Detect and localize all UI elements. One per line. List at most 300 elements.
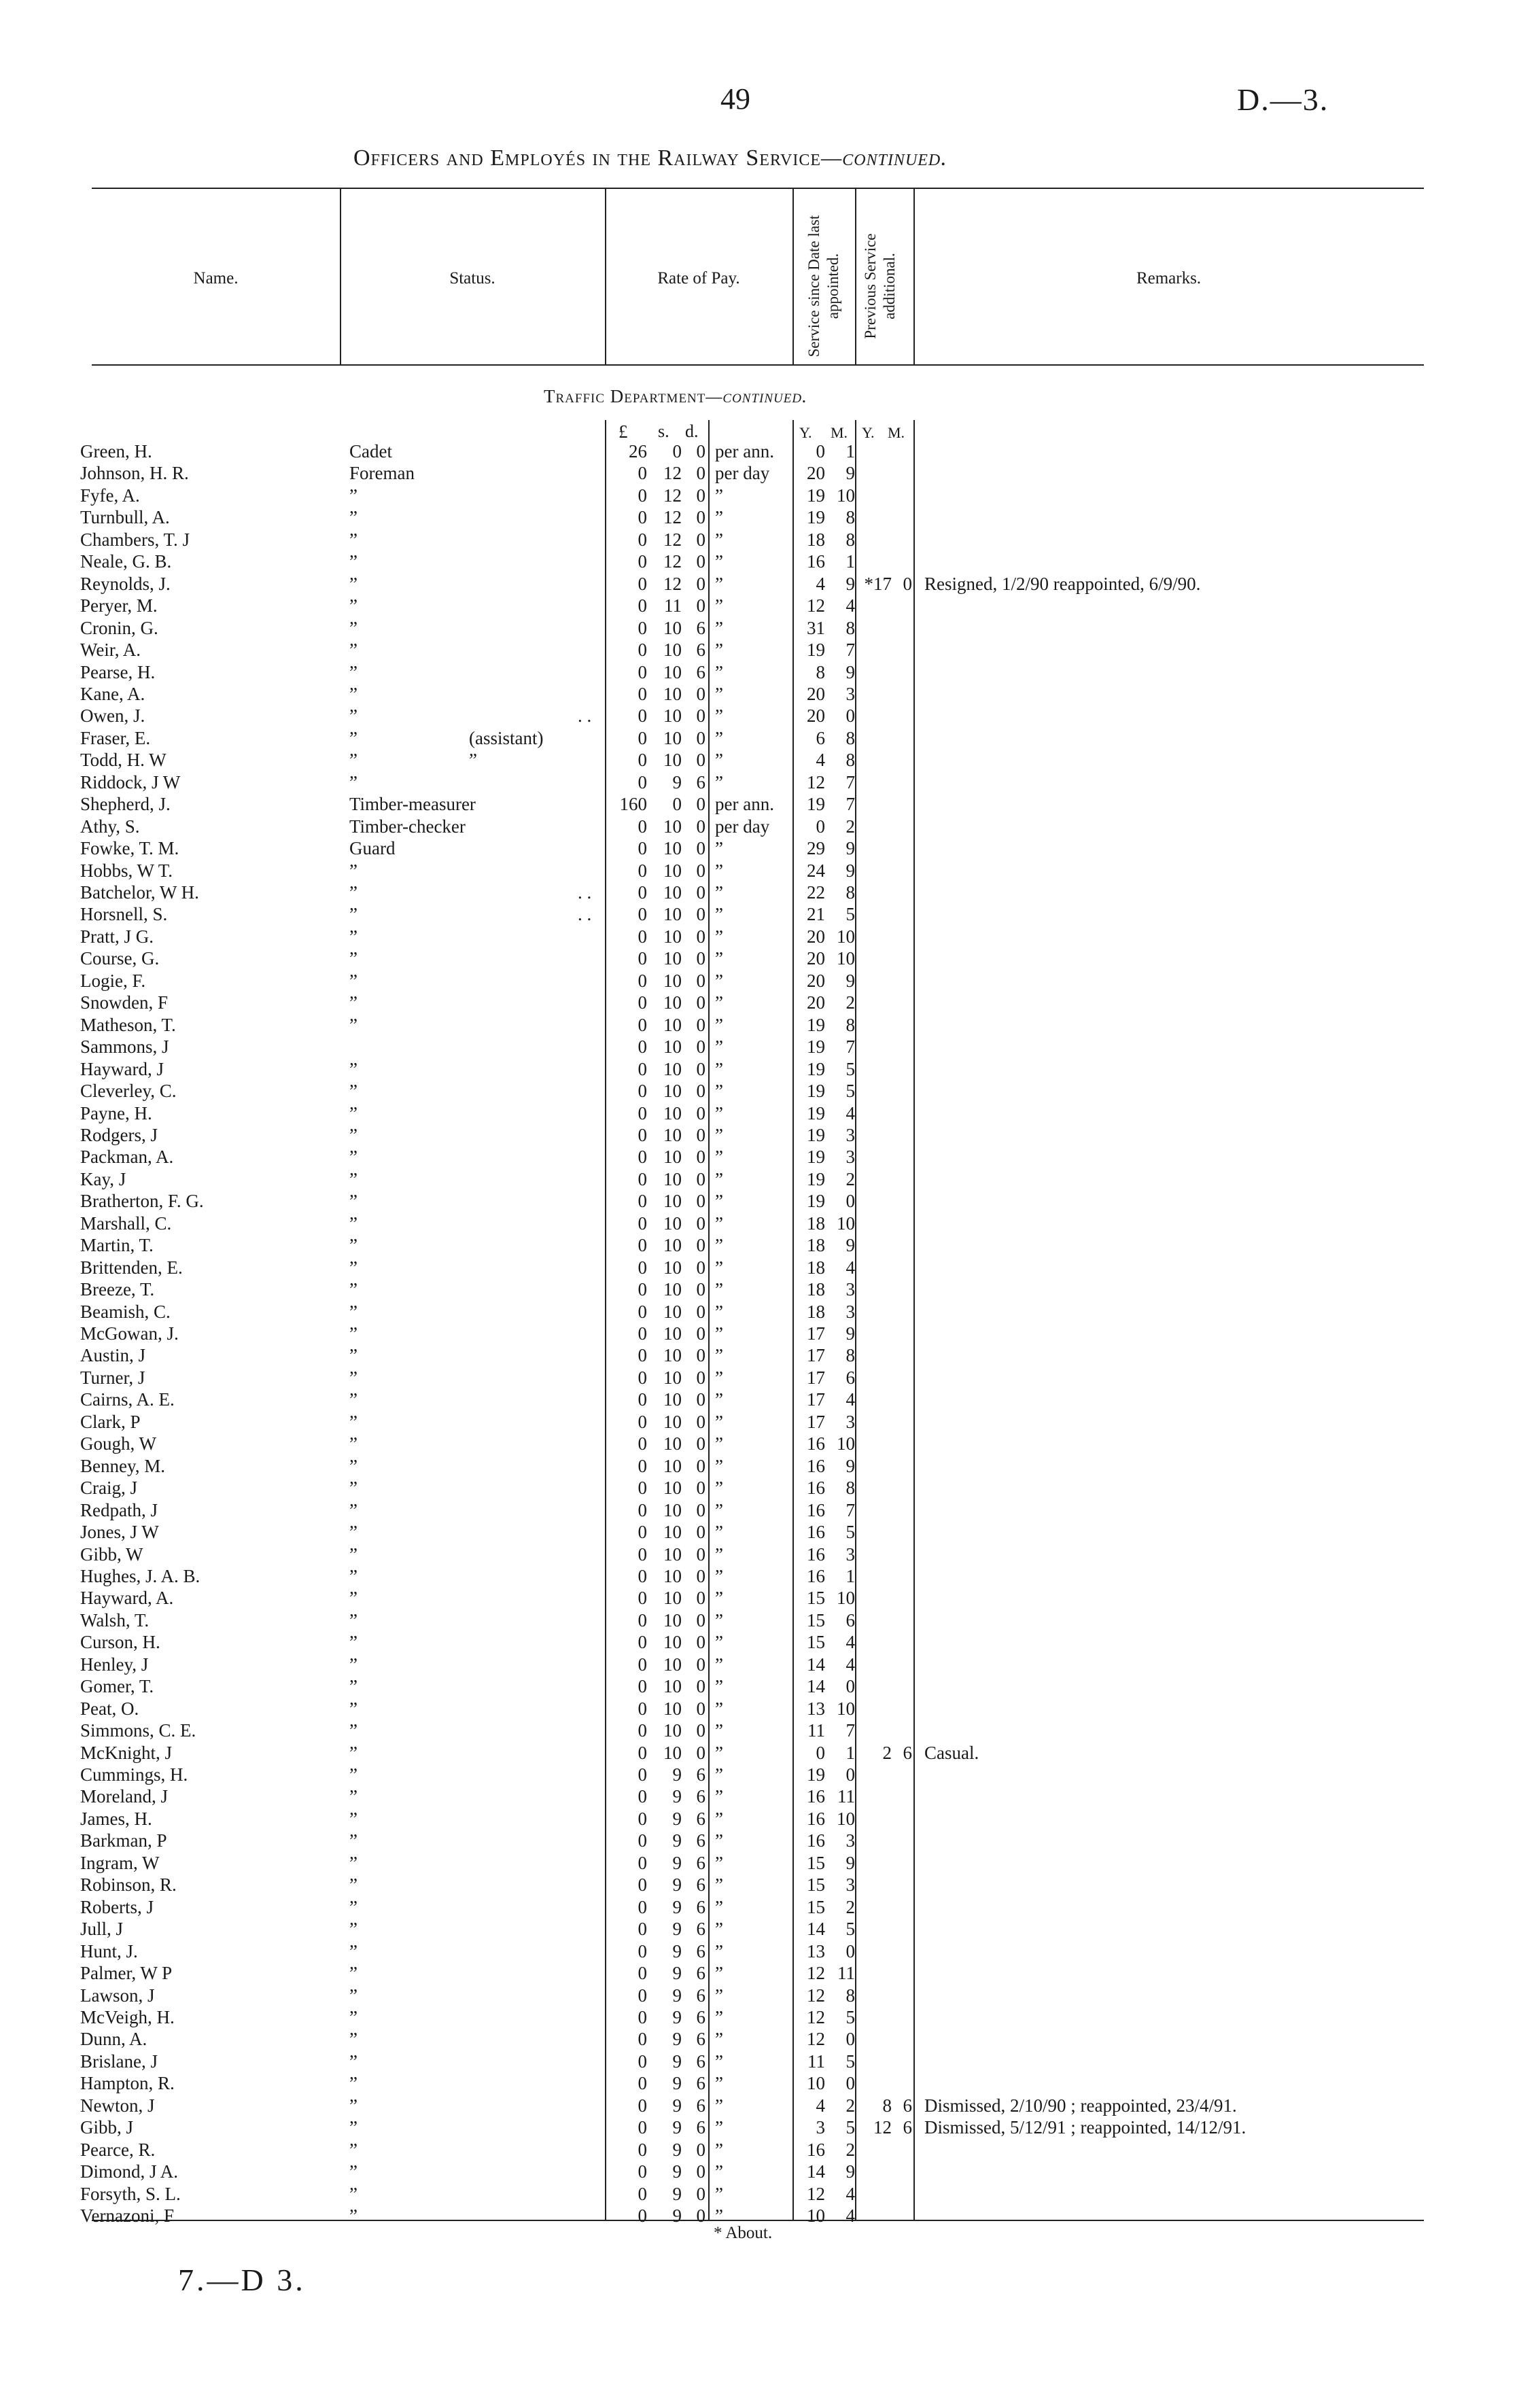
table-row: [0, 1609, 1517, 1631]
pay-pounds: 0: [638, 948, 647, 969]
service-years: 16: [807, 1808, 825, 1829]
pay-pence: 6: [696, 1896, 705, 1917]
employee-status: ”: [349, 1940, 358, 1961]
service-years: 20: [807, 992, 825, 1013]
employee-status: ”: [349, 1808, 358, 1829]
service-months: 0: [845, 1940, 855, 1961]
pay-shillings: 0: [672, 794, 682, 815]
employee-name: Cummings, H.: [80, 1764, 188, 1785]
table-row: [0, 1411, 1517, 1433]
service-years: 19: [807, 1191, 825, 1212]
employee-status: ”: [349, 1235, 358, 1256]
pay-pence: 0: [696, 794, 705, 815]
employee-name: Chambers, T. J: [80, 529, 190, 550]
service-months: 5: [845, 2051, 855, 2072]
service-months: 8: [845, 617, 855, 638]
header-rate-of-pay: Rate of Pay.: [657, 269, 740, 287]
employee-status: ”: [349, 551, 358, 572]
pay-period: ”: [715, 1808, 723, 1829]
service-years: 14: [807, 1676, 825, 1697]
pay-pence: 6: [696, 1874, 705, 1896]
page-title: [353, 145, 947, 171]
employee-status: ”: [349, 860, 358, 881]
table-row: [0, 2095, 1517, 2116]
pay-pence: 0: [696, 2183, 705, 2204]
leader-dots: . .: [578, 705, 592, 727]
service-months: 7: [845, 640, 855, 661]
unit-pence: d.: [685, 421, 699, 441]
pay-shillings: 10: [663, 1499, 682, 1520]
pay-pence: 0: [696, 838, 705, 859]
employee-name: Turnbull, A.: [80, 507, 170, 528]
pay-period: per day: [715, 463, 770, 484]
pay-pounds: 0: [638, 727, 647, 748]
pay-period: ”: [715, 1147, 723, 1168]
pay-pence: 0: [696, 1455, 705, 1476]
service-years: 8: [816, 661, 825, 682]
pay-period: ”: [715, 2139, 723, 2160]
employee-name: Batchelor, W H.: [80, 882, 199, 903]
employee-status: Foreman: [349, 463, 415, 484]
pay-pounds: 0: [638, 2117, 647, 2138]
pay-shillings: 10: [663, 1565, 682, 1586]
pay-pounds: 0: [638, 1124, 647, 1145]
header-previous-service: Previous Service additional.: [862, 233, 898, 339]
pay-period: ”: [715, 1940, 723, 1961]
employee-name: Fowke, T. M.: [80, 838, 179, 859]
service-months: 9: [845, 838, 855, 859]
service-years: 18: [807, 529, 825, 550]
table-row: [0, 1124, 1517, 1146]
table-row: [0, 2072, 1517, 2094]
service-months: 3: [845, 1124, 855, 1145]
previous-years: *17: [864, 573, 892, 594]
service-months: 7: [845, 1036, 855, 1058]
remarks: Resigned, 1/2/90 reappointed, 6/9/90.: [924, 573, 1201, 594]
employee-name: Austin, J: [80, 1345, 146, 1366]
pay-pounds: 0: [638, 705, 647, 727]
employee-name: Packman, A.: [80, 1147, 174, 1168]
pay-pounds: 0: [638, 1609, 647, 1630]
employee-status: ”: [349, 1742, 358, 1763]
pay-period: ”: [715, 595, 723, 616]
table-row: [0, 1014, 1517, 1036]
service-years: 12: [807, 2183, 825, 2204]
pay-pounds: 0: [638, 1147, 647, 1168]
table-row: [0, 926, 1517, 947]
service-months: 7: [845, 1720, 855, 1741]
pay-pounds: 0: [638, 1764, 647, 1785]
pay-pence: 0: [696, 1609, 705, 1630]
service-years: 4: [816, 573, 825, 594]
pay-shillings: 9: [672, 771, 682, 792]
service-years: 12: [807, 595, 825, 616]
service-months: 10: [837, 1808, 855, 1829]
service-months: 4: [845, 1654, 855, 1675]
print-code: 7.—D 3.: [178, 2263, 306, 2297]
table-row: [0, 860, 1517, 882]
previous-months: 6: [903, 2117, 912, 2138]
pay-pence: 0: [696, 2205, 705, 2226]
service-years: 18: [807, 1235, 825, 1256]
employee-name: Jull, J: [80, 1919, 124, 1940]
pay-period: ”: [715, 1543, 723, 1565]
table-row: [0, 749, 1517, 771]
pay-period: ”: [715, 2117, 723, 2138]
pay-pounds: 0: [638, 1963, 647, 1984]
service-months: 5: [845, 2117, 855, 2138]
pay-shillings: 10: [663, 904, 682, 925]
service-months: 4: [845, 595, 855, 616]
table-row: [0, 2028, 1517, 2050]
pay-shillings: 10: [663, 838, 682, 859]
previous-years: 12: [873, 2117, 892, 2138]
pay-pence: 0: [696, 1543, 705, 1565]
service-months: 10: [837, 1433, 855, 1454]
pay-pounds: 0: [638, 1632, 647, 1653]
pay-period: ”: [715, 1212, 723, 1234]
pay-pounds: 0: [638, 2051, 647, 2072]
employee-status: ”: [349, 1124, 358, 1145]
pay-shillings: 12: [663, 485, 682, 506]
service-years: 17: [807, 1389, 825, 1410]
service-years: 16: [807, 1786, 825, 1807]
table-row: [0, 1543, 1517, 1565]
employee-status: ”: [349, 683, 358, 704]
pay-period: ”: [715, 1786, 723, 1807]
pay-pence: 0: [696, 1345, 705, 1366]
remarks: Dismissed, 2/10/90 ; reappointed, 23/4/91.: [924, 2095, 1237, 2116]
employee-name: Craig, J: [80, 1478, 137, 1499]
pay-pounds: 0: [638, 683, 647, 704]
pay-shillings: 12: [663, 507, 682, 528]
employee-status: ”: [349, 1764, 358, 1785]
table-row: [0, 2183, 1517, 2205]
service-months: 9: [845, 1852, 855, 1873]
table-row: [0, 1058, 1517, 1080]
pay-pence: 0: [696, 1478, 705, 1499]
employee-status: ”: [349, 1919, 358, 1940]
service-years: 15: [807, 1874, 825, 1896]
pay-period: ”: [715, 1433, 723, 1454]
pay-pounds: 0: [638, 529, 647, 550]
service-months: 11: [837, 1963, 855, 1984]
service-years: 16: [807, 2139, 825, 2160]
pay-pounds: 0: [638, 1036, 647, 1058]
employee-name: Breeze, T.: [80, 1279, 155, 1300]
pay-shillings: 10: [663, 1522, 682, 1543]
pay-shillings: 0: [672, 441, 682, 461]
service-months: 8: [845, 1985, 855, 2006]
pay-period: ”: [715, 507, 723, 528]
pay-pence: 0: [696, 816, 705, 837]
service-years: 15: [807, 1896, 825, 1917]
service-years: 16: [807, 1499, 825, 1520]
pay-period: ”: [715, 1654, 723, 1675]
pay-pence: 0: [696, 1654, 705, 1675]
pay-pence: 0: [696, 507, 705, 528]
service-months: 3: [845, 1147, 855, 1168]
table-row: [0, 1367, 1517, 1389]
pay-pence: 0: [696, 1124, 705, 1145]
header-top-rule: [92, 188, 1424, 189]
employee-name: Rodgers, J: [80, 1124, 158, 1145]
table-row: [0, 992, 1517, 1013]
pay-period: ”: [715, 1852, 723, 1873]
pay-shillings: 10: [663, 1411, 682, 1432]
service-months: 1: [845, 1742, 855, 1763]
pay-shillings: 9: [672, 2161, 682, 2182]
pay-shillings: 10: [663, 750, 682, 771]
pay-pence: 0: [696, 1522, 705, 1543]
employee-status: ”: [349, 1323, 358, 1344]
pay-pence: 0: [696, 2139, 705, 2160]
service-years: 20: [807, 683, 825, 704]
pay-shillings: 10: [663, 683, 682, 704]
employee-name: Dimond, J A.: [80, 2161, 179, 2182]
service-years: 19: [807, 794, 825, 815]
employee-name: Turner, J: [80, 1367, 145, 1388]
employee-status: ”: [349, 1455, 358, 1476]
pay-period: ”: [715, 1168, 723, 1189]
pay-pence: 0: [696, 727, 705, 748]
pay-shillings: 10: [663, 1168, 682, 1189]
service-months: 2: [845, 1896, 855, 1917]
service-months: 8: [845, 507, 855, 528]
service-years: 12: [807, 1963, 825, 1984]
pay-period: ”: [715, 1698, 723, 1719]
pay-shillings: 12: [663, 529, 682, 550]
pay-shillings: 10: [663, 1478, 682, 1499]
pay-pence: 6: [696, 1852, 705, 1873]
pay-shillings: 10: [663, 1191, 682, 1212]
employee-status: ”: [349, 661, 358, 682]
pay-pence: 0: [696, 1036, 705, 1058]
employee-status: ”: [349, 1588, 358, 1609]
pay-pounds: 0: [638, 1301, 647, 1322]
pay-pounds: 0: [638, 617, 647, 638]
pay-pence: 6: [696, 1940, 705, 1961]
service-years: 17: [807, 1411, 825, 1432]
pay-pence: 6: [696, 1808, 705, 1829]
table-row: [0, 506, 1517, 528]
pay-period: ”: [715, 2029, 723, 2050]
pay-shillings: 10: [663, 1323, 682, 1344]
service-months: 4: [845, 1632, 855, 1653]
pay-period: ”: [715, 1323, 723, 1344]
table-row: [0, 529, 1517, 551]
employee-status: Timber-checker: [349, 816, 466, 837]
table-row: [0, 1698, 1517, 1720]
employee-name: Lawson, J: [80, 1985, 155, 2006]
pay-period: ”: [715, 573, 723, 594]
service-years: 21: [807, 904, 825, 925]
pay-period: ”: [715, 970, 723, 991]
pay-period: ”: [715, 1676, 723, 1697]
table-row: [0, 1830, 1517, 1851]
pay-period: ”: [715, 1874, 723, 1896]
table-row: [0, 1190, 1517, 1212]
table-row: [0, 1389, 1517, 1410]
employee-status: Timber-measurer: [349, 794, 476, 815]
service-years: 19: [807, 1014, 825, 1035]
service-months: 8: [845, 1014, 855, 1035]
employee-status: ”: [349, 882, 358, 903]
pay-pounds: 0: [638, 1102, 647, 1123]
pay-shillings: 10: [663, 1632, 682, 1653]
service-months: 7: [845, 794, 855, 815]
pay-pence: 0: [696, 595, 705, 616]
pay-pence: 0: [696, 1191, 705, 1212]
table-row: [0, 1874, 1517, 1896]
pay-pence: 6: [696, 2073, 705, 2094]
table-row: [0, 1168, 1517, 1190]
pay-pounds: 0: [638, 1058, 647, 1079]
pay-pounds: 0: [638, 1212, 647, 1234]
employee-status: ”: [349, 1720, 358, 1741]
pay-pounds: 0: [638, 1323, 647, 1344]
service-years: 0: [816, 816, 825, 837]
employee-status: ”: [349, 1081, 358, 1102]
pay-pence: 6: [696, 617, 705, 638]
employee-status: ”: [349, 2183, 358, 2204]
pay-pounds: 0: [638, 1698, 647, 1719]
pay-pence: 6: [696, 1985, 705, 2006]
employee-name: McGowan, J.: [80, 1323, 179, 1344]
service-months: 5: [845, 1081, 855, 1102]
pay-pence: 6: [696, 2117, 705, 2138]
employee-name: Matheson, T.: [80, 1014, 176, 1035]
service-months: 3: [845, 1411, 855, 1432]
employee-status-detail: (assistant): [469, 727, 544, 748]
service-years: 19: [807, 507, 825, 528]
table-row: [0, 1565, 1517, 1587]
table-row: [0, 1477, 1517, 1499]
header-remarks: Remarks.: [1136, 269, 1202, 287]
pay-period: ”: [715, 1478, 723, 1499]
employee-status: ”: [349, 2139, 358, 2160]
table-row: [0, 1080, 1517, 1102]
pay-period: ”: [715, 1455, 723, 1476]
employee-name: Owen, J.: [80, 705, 145, 727]
service-months: 4: [845, 1102, 855, 1123]
employee-status: ”: [349, 1102, 358, 1123]
pay-pounds: 0: [638, 1455, 647, 1476]
employee-status: Cadet: [349, 441, 392, 461]
pay-pounds: 0: [638, 1345, 647, 1366]
pay-pounds: 0: [638, 1588, 647, 1609]
employee-name: Kay, J: [80, 1168, 126, 1189]
pay-shillings: 9: [672, 2095, 682, 2116]
employee-name: Beamish, C.: [80, 1301, 171, 1322]
table-row: [0, 2161, 1517, 2182]
pay-pence: 0: [696, 1367, 705, 1388]
pay-period: ”: [715, 904, 723, 925]
pay-period: ”: [715, 1014, 723, 1035]
employee-status: ”: [349, 1411, 358, 1432]
employee-name: Pearce, R.: [80, 2139, 156, 2160]
employee-name: Hampton, R.: [80, 2073, 175, 2094]
service-months: 1: [845, 551, 855, 572]
pay-shillings: 9: [672, 2073, 682, 2094]
pay-pence: 0: [696, 1014, 705, 1035]
pay-pounds: 0: [638, 1279, 647, 1300]
table-row: [0, 2116, 1517, 2138]
pay-shillings: 10: [663, 1698, 682, 1719]
pay-shillings: 9: [672, 1852, 682, 1873]
pay-period: ”: [715, 1963, 723, 1984]
pay-pence: 0: [696, 882, 705, 903]
service-years: 16: [807, 1543, 825, 1565]
section-heading-suffix: —continued.: [705, 386, 807, 406]
employee-name: Hughes, J. A. B.: [80, 1565, 200, 1586]
pay-pounds: 0: [638, 595, 647, 616]
pay-pence: 0: [696, 2161, 705, 2182]
pay-period: ”: [715, 1830, 723, 1851]
service-months: 5: [845, 2006, 855, 2027]
pay-pounds: 0: [638, 2029, 647, 2050]
employee-name: Course, G.: [80, 948, 160, 969]
employee-status: ”: [349, 705, 358, 727]
table-row: [0, 1036, 1517, 1058]
service-years: 15: [807, 1588, 825, 1609]
remarks: Casual.: [924, 1742, 979, 1763]
service-years: 16: [807, 1478, 825, 1499]
service-months: 4: [845, 1257, 855, 1278]
pay-shillings: 9: [672, 1874, 682, 1896]
pay-pounds: 0: [638, 1808, 647, 1829]
employee-name: Hayward, J: [80, 1058, 164, 1079]
pay-pence: 0: [696, 1168, 705, 1189]
pay-period: ”: [715, 529, 723, 550]
service-months: 8: [845, 750, 855, 771]
employee-name: Walsh, T.: [80, 1609, 150, 1630]
service-months: 10: [837, 1698, 855, 1719]
pay-shillings: 10: [663, 1257, 682, 1278]
table-row: [0, 771, 1517, 793]
employee-status: ”: [349, 1367, 358, 1388]
pay-pence: 0: [696, 1058, 705, 1079]
table-row: [0, 1808, 1517, 1830]
employee-name: Palmer, W P: [80, 1963, 173, 1984]
service-years: 19: [807, 1081, 825, 1102]
pay-period: ”: [715, 2095, 723, 2116]
pay-period: ”: [715, 1764, 723, 1785]
table-row: [0, 1896, 1517, 1918]
service-years: 14: [807, 2161, 825, 2182]
employee-name: James, H.: [80, 1808, 152, 1829]
pay-pounds: 0: [638, 1874, 647, 1896]
service-months: 3: [845, 1279, 855, 1300]
service-years: 12: [807, 2029, 825, 2050]
pay-pence: 0: [696, 1212, 705, 1234]
service-years: 12: [807, 2006, 825, 2027]
employee-status: ”: [349, 1345, 358, 1366]
employee-name: Dunn, A.: [80, 2029, 147, 2050]
table-row: [0, 551, 1517, 572]
service-years: 29: [807, 838, 825, 859]
service-years: 14: [807, 1654, 825, 1675]
employee-status: ”: [349, 1191, 358, 1212]
employee-status: ”: [349, 750, 358, 771]
table-row: [0, 595, 1517, 616]
pay-shillings: 10: [663, 1147, 682, 1168]
pay-pence: 0: [696, 1698, 705, 1719]
pay-period: ”: [715, 640, 723, 661]
employee-name: Horsnell, S.: [80, 904, 168, 925]
pay-pounds: 0: [638, 1786, 647, 1807]
employee-name: Jones, J W: [80, 1522, 159, 1543]
